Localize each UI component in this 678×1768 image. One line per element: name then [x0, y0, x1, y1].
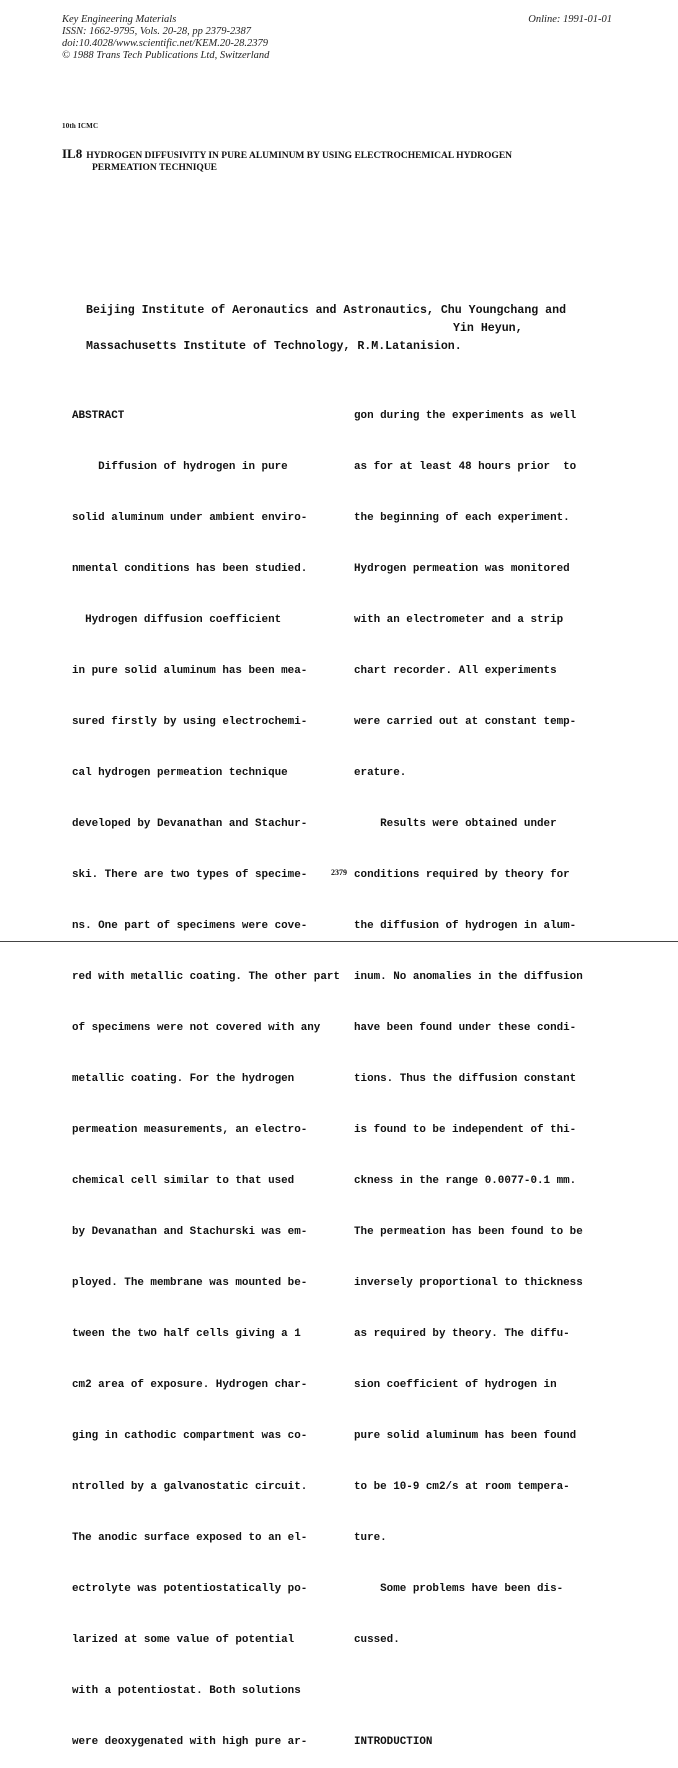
- abstract-line: metallic coating. For the hydrogen: [72, 1073, 295, 1085]
- abstract-line: ployed. The membrane was mounted be-: [72, 1277, 308, 1289]
- footer-rule: [0, 941, 678, 942]
- body-line: The permeation has been found to be: [354, 1226, 583, 1238]
- body-line: pure solid aluminum has been found: [354, 1430, 577, 1442]
- abstract-line: solid aluminum under ambient enviro-: [72, 512, 308, 524]
- body-line: were carried out at constant temp-: [354, 716, 577, 728]
- body-line: tions. Thus the diffusion constant: [354, 1073, 577, 1085]
- abstract-line: were deoxygenated with high pure ar-: [72, 1736, 308, 1748]
- body-line: inum. No anomalies in the diffusion: [354, 971, 583, 983]
- body-line: as required by theory. The diffu-: [354, 1328, 570, 1340]
- abstract-line: Diffusion of hydrogen in pure: [72, 461, 288, 473]
- abstract-line: red with metallic coating. The other part: [72, 971, 340, 983]
- introduction-heading: INTRODUCTION: [354, 1736, 433, 1748]
- conference-label: 10th ICMC: [62, 122, 99, 130]
- title-number: IL8: [62, 146, 83, 161]
- citation-doi: doi:10.4028/www.scientific.net/KEM.20-28.2379: [62, 38, 268, 49]
- body-line: the beginning of each experiment.: [354, 512, 570, 524]
- abstract-line: cal hydrogen permeation technique: [72, 767, 288, 779]
- body-line: ture.: [354, 1532, 387, 1544]
- body-line: sion coefficient of hydrogen in: [354, 1379, 557, 1391]
- body-line: with an electrometer and a strip: [354, 614, 564, 626]
- page-number: 2379: [331, 868, 347, 877]
- body-line: is found to be independent of thi-: [354, 1124, 577, 1136]
- citation-copyright: © 1988 Trans Tech Publications Ltd, Switzerland: [62, 50, 270, 61]
- citation-journal: Key Engineering Materials: [62, 14, 177, 25]
- abstract-line: ns. One part of specimens were cove-: [72, 920, 308, 932]
- abstract-line: ski. There are two types of specime-: [72, 869, 308, 881]
- abstract-line: developed by Devanathan and Stachur-: [72, 818, 308, 830]
- abstract-line: Hydrogen diffusion coefficient: [72, 614, 282, 626]
- abstract-column: [72, 374, 340, 1768]
- abstract-continued-column: [354, 374, 583, 1768]
- body-line: ckness in the range 0.0077-0.1 mm.: [354, 1175, 577, 1187]
- body-line: erature.: [354, 767, 407, 779]
- abstract-line: The anodic surface exposed to an el-: [72, 1532, 308, 1544]
- body-line: the diffusion of hydrogen in alum-: [354, 920, 577, 932]
- title-line-2: PERMEATION TECHNIQUE: [92, 163, 218, 173]
- abstract-line: ntrolled by a galvanostatic circuit.: [72, 1481, 308, 1493]
- body-line: have been found under these condi-: [354, 1022, 577, 1034]
- abstract-line: chemical cell similar to that used: [72, 1175, 295, 1187]
- abstract-line: by Devanathan and Stachurski was em-: [72, 1226, 308, 1238]
- body-line: gon during the experiments as well: [354, 410, 577, 422]
- body-line: to be 10-9 cm2/s at room tempera-: [354, 1481, 570, 1493]
- abstract-line: sured firstly by using electrochemi-: [72, 716, 308, 728]
- affiliation-line-1: Beijing Institute of Aeronautics and Astronautics, Chu Youngchang and: [86, 304, 567, 317]
- body-line: cussed.: [354, 1634, 400, 1646]
- journal-citation: [62, 14, 269, 62]
- abstract-line: nmental conditions has been studied.: [72, 563, 308, 575]
- abstract-line: ging in cathodic compartment was co-: [72, 1430, 308, 1442]
- citation-issn: ISSN: 1662-9795, Vols. 20-28, pp 2379-2387: [62, 26, 251, 37]
- abstract-heading: ABSTRACT: [72, 410, 125, 422]
- body-line: conditions required by theory for: [354, 869, 570, 881]
- abstract-line: permeation measurements, an electro-: [72, 1124, 308, 1136]
- body-line: Some problems have been dis-: [354, 1583, 564, 1595]
- abstract-line: larized at some value of potential: [72, 1634, 295, 1646]
- abstract-line: ectrolyte was potentiostatically po-: [72, 1583, 308, 1595]
- body-line: inversely proportional to thickness: [354, 1277, 583, 1289]
- abstract-line: of specimens were not covered with any: [72, 1022, 321, 1034]
- abstract-line: in pure solid aluminum has been mea-: [72, 665, 308, 677]
- body-line: as for at least 48 hours prior to: [354, 461, 577, 473]
- paper-title: [62, 148, 622, 174]
- title-line-1: HYDROGEN DIFFUSIVITY IN PURE ALUMINUM BY USING ELECTROCHEMICAL HYDROGEN: [86, 151, 513, 161]
- body-line: Results were obtained under: [354, 818, 557, 830]
- affiliation-line-3: Massachusetts Institute of Technology, R.M.Latanision.: [86, 340, 462, 353]
- abstract-line: cm2 area of exposure. Hydrogen char-: [72, 1379, 308, 1391]
- online-date: Online: 1991-01-01: [528, 14, 612, 25]
- abstract-line: with a potentiostat. Both solutions: [72, 1685, 301, 1697]
- body-line: Hydrogen permeation was monitored: [354, 563, 570, 575]
- abstract-line: tween the two half cells giving a 1: [72, 1328, 301, 1340]
- affiliation-line-2: Yin Heyun,: [453, 322, 523, 335]
- body-line: [354, 1683, 583, 1700]
- body-line: chart recorder. All experiments: [354, 665, 557, 677]
